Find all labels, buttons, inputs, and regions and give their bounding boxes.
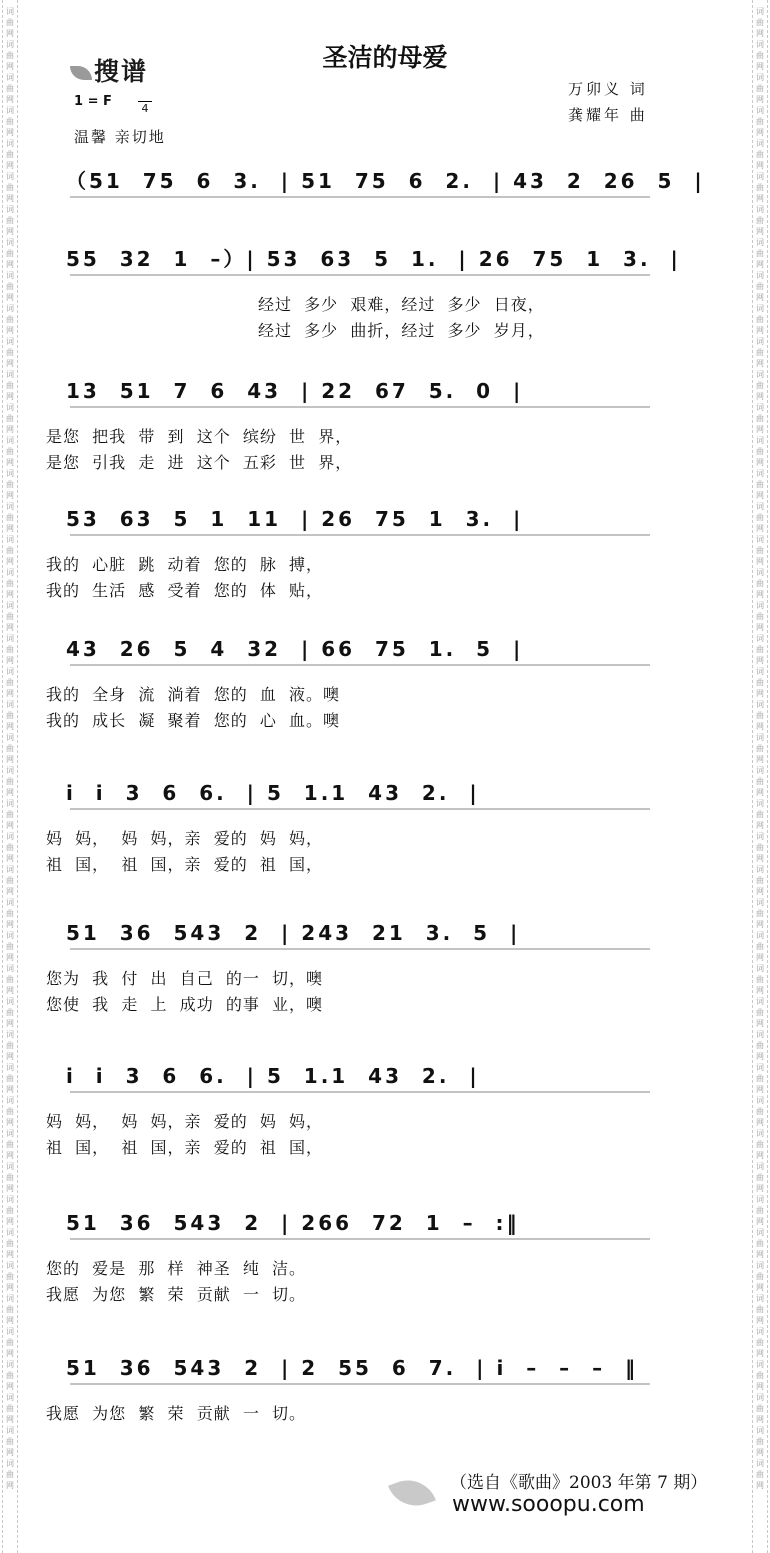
notation-row: 51 36 543 2 | 243 21 3. 5 | (66, 921, 521, 945)
lyric-verse-2: 我的 生活 感 受着 您的 体 贴， (46, 581, 324, 600)
beam-line (70, 1383, 650, 1385)
notation-row: 43 26 5 4 32 | 66 75 1. 5 | (66, 637, 524, 661)
lyric-verse-1: 妈 妈， 妈 妈，亲 爱的 妈 妈， (46, 1112, 324, 1131)
composer-credit: 龚耀年 曲 (568, 106, 648, 124)
lyric-verse-1: 妈 妈， 妈 妈，亲 爱的 妈 妈， (46, 829, 324, 848)
notation-row: 51 36 543 2 | 2 55 6 7. | i – – – ‖ (66, 1356, 639, 1380)
lyric-verse-1: 您的 爱是 那 样 神圣 纯 洁。 (46, 1259, 307, 1278)
notation-row: i i 3 6 6. | 5 1.1 43 2. | (66, 1064, 480, 1088)
lyric-verse-1: 是您 把我 带 到 这个 缤纷 世 界， (46, 427, 353, 446)
score-line (0, 922, 770, 1052)
lyric-verse-1: 我的 心脏 跳 动着 您的 脉 搏， (46, 555, 324, 574)
site-url: www.sooopu.com (452, 1492, 645, 1517)
time-signature (138, 90, 152, 115)
lyricist-credit: 万卯义 词 (568, 80, 648, 98)
lyric-verse-2: 祖 国， 祖 国，亲 爱的 祖 国， (46, 1138, 324, 1157)
beam-line (70, 196, 650, 198)
source-note: （选自《歌曲》2003 年第 7 期） (450, 1473, 708, 1493)
score-line (0, 1212, 770, 1342)
beam-line (70, 1091, 650, 1093)
notation-row: i i 3 6 6. | 5 1.1 43 2. | (66, 781, 480, 805)
lyric-verse-2: 您使 我 走 上 成功 的事 业，噢 (46, 995, 324, 1014)
lyric-verse-1: 我的 全身 流 淌着 您的 血 液。噢 (46, 685, 341, 704)
beam-line (70, 534, 650, 536)
lyric-verse-2: 我愿 为您 繁 荣 贡献 一 切。 (46, 1285, 307, 1304)
notation-row: 51 36 543 2 | 266 72 1 – :‖ (66, 1211, 520, 1235)
beam-line (70, 274, 650, 276)
beam-line (70, 808, 650, 810)
right-watermark-text: 词曲网词曲网词曲网词曲网词曲网词曲网词曲网词曲网词曲网词曲网词曲网词曲网词曲网词曲网词曲网词曲网词曲网词曲网词曲网词曲网词曲网词曲网词曲网词曲网词曲网词曲网词曲网词曲网词曲网词曲网词曲网词曲网词曲网词曲网词曲网词曲网词曲网词曲网词曲网词曲网词曲网词曲网词曲网词曲网词曲网 (756, 7, 764, 1490)
beam-line (70, 948, 650, 950)
score-line (0, 1065, 770, 1195)
score-line (0, 508, 770, 638)
lyric-verse-2: 是您 引我 走 进 这个 五彩 世 界， (46, 453, 353, 472)
score-line (0, 380, 770, 510)
time-signature-top (138, 90, 152, 100)
lyric-verse-1: 我愿 为您 繁 荣 贡献 一 切。 (46, 1404, 307, 1423)
lyric-verse-1: 经过 多少 艰难，经过 多少 日夜， (258, 295, 545, 314)
notation-row: 55 32 1 –）| 53 63 5 1. | 26 75 1 3. | (66, 247, 681, 271)
score-line (0, 638, 770, 768)
score-line (0, 782, 770, 912)
notation-row: 53 63 5 1 11 | 26 75 1 3. | (66, 507, 524, 531)
key-signature: 1 = F (74, 94, 112, 109)
lyric-verse-2: 经过 多少 曲折，经过 多少 岁月， (258, 321, 545, 340)
tempo-marking: 温馨 亲切地 (74, 128, 166, 146)
notation-row: 13 51 7 6 43 | 22 67 5. 0 | (66, 379, 524, 403)
lyric-verse-1: 您为 我 付 出 自己 的一 切，噢 (46, 969, 324, 988)
left-watermark-text: 词曲网词曲网词曲网词曲网词曲网词曲网词曲网词曲网词曲网词曲网词曲网词曲网词曲网词曲网词曲网词曲网词曲网词曲网词曲网词曲网词曲网词曲网词曲网词曲网词曲网词曲网词曲网词曲网词曲网词曲网词曲网词曲网词曲网词曲网词曲网词曲网词曲网词曲网词曲网词曲网词曲网词曲网词曲网词曲网词曲网 (6, 7, 14, 1490)
notation-row: （51 75 6 3. | 51 75 6 2. | 43 2 26 5 | (66, 169, 705, 193)
beam-line (70, 664, 650, 666)
lyric-verse-2: 我的 成长 凝 聚着 您的 心 血。噢 (46, 711, 341, 730)
time-signature-bottom: 4 (141, 102, 149, 115)
lyric-verse-2: 祖 国， 祖 国，亲 爱的 祖 国， (46, 855, 324, 874)
beam-line (70, 406, 650, 408)
song-title: 圣洁的母爱 (322, 43, 448, 72)
logo-text: 搜谱 (94, 57, 149, 86)
score-line (0, 248, 770, 378)
beam-line (70, 1238, 650, 1240)
